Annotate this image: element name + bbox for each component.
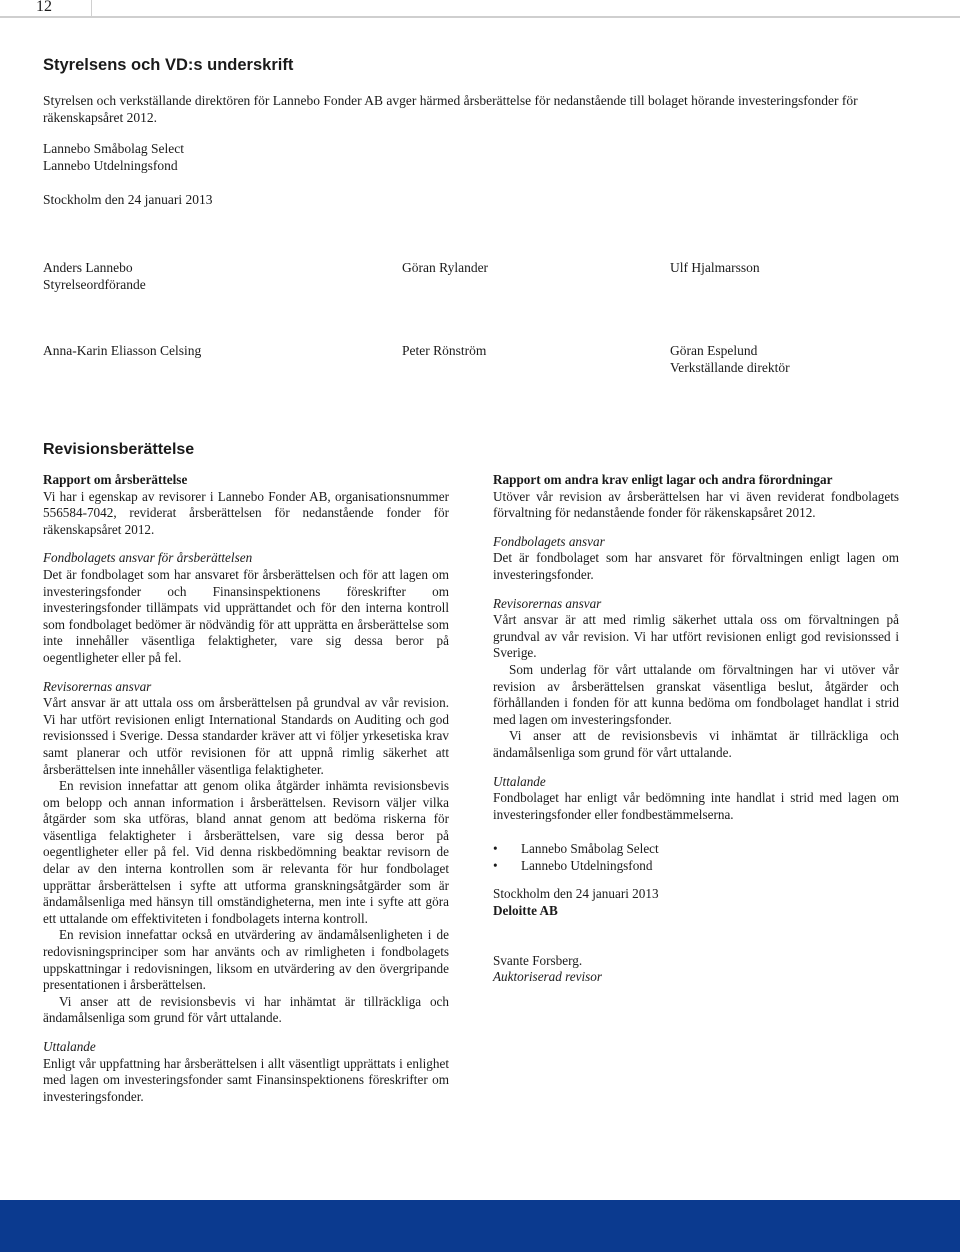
statement-text: Enligt vår uppfattning har årsberättelsen i allt väsentligt upprättats i enlighet med lagen om investeringsfonder samt Finansinspektionens föreskrifter om investeringsfonder.: [43, 1055, 449, 1104]
signature-name: Anna-Karin Eliasson Celsing: [43, 343, 202, 358]
auditor-title: Auktoriserad revisor: [493, 969, 603, 985]
statement-text: Fondbolaget har enligt vår bedömning inte handlat i strid med lagen om investeringsfonder eller fondbestämmelserna.: [493, 790, 899, 822]
header-rule: [0, 16, 960, 18]
statement-heading: Uttalande: [493, 773, 546, 789]
audit-left-column: [43, 472, 449, 1105]
signature-name: Ulf Hjalmarsson: [670, 260, 760, 275]
audit-right-column: [493, 472, 899, 986]
list-item: • Lannebo Utdelningsfond: [493, 857, 653, 873]
bullet-icon: •: [493, 841, 498, 857]
signature-block: [402, 342, 486, 359]
page-number: 12: [0, 0, 92, 16]
other-requirements-heading: Rapport om andra krav enligt lagar och andra förordningar: [493, 472, 833, 487]
auditor-responsibility-paragraph: Som underlag för vårt uttalande om förvaltningen har vi utöver vår revision av årsberättelsen granskat väsentliga beslut, åtgärder och förhållanden i fonden för att kunna bedöma om fondbolaget handlat i strid med lagen om investeringsfonder.: [493, 661, 899, 727]
statement-heading: Uttalande: [43, 1039, 96, 1054]
signature-block: [43, 342, 201, 359]
auditor-responsibility-paragraph: Vi anser att de revisionsbevis vi har inhämtat är tillräckliga och ändamålsenliga som grund för vårt uttalande.: [43, 993, 449, 1026]
auditor-responsibility-paragraph: Vi anser att de revisionsbevis vi inhämtat är tillräckliga och ändamålsenliga som grund för vårt uttalande.: [493, 728, 899, 760]
fund-responsibility-heading: Fondbolagets ansvar för årsberättelsen: [43, 550, 253, 566]
auditor-place-date: Stockholm den 24 januari 2013: [493, 886, 659, 902]
auditor-responsibility-heading: Revisorernas ansvar: [493, 595, 602, 611]
audit-firm: Deloitte AB: [493, 903, 558, 919]
audited-fund-list: [493, 841, 899, 874]
signature-name: Göran Rylander: [402, 260, 489, 275]
board-fund-list: [43, 140, 184, 174]
auditor-responsibility-paragraph: Vårt ansvar är att uttala oss om årsberättelsen på grundval av vår revision. Vi har utfört revisionen enligt International Standards on Auditing och god revisionssed i Sverige. Dessa standarder kräver att vi följer yrkesetiska krav samt planerar och utför revisionen för att uppnå rimlig säkerhet att årsberättelsen inte innehåller väsentliga felaktigheter.: [43, 695, 449, 777]
auditor-responsibility-paragraph: En revision innefattar att genom olika åtgärder inhämta revisionsbevis om belopp och annan information i årsberättelsen. Revisorn väljer vilka åtgärder som ska utföras, bland annat genom att bedöma riskerna för väsentliga felaktigheter i årsberättelsen, vare sig dessa beror på oegentligheter eller på fel. Vid denna riskbedömning beaktar revisorn de delar av den interna kontrollen som är relevanta för hur fondbolaget upprättar årsberättelsen i syfte att utforma granskningsåtgärder som är ändamålsenliga med hänsyn till omständigheterna, men inte i syfte att göra ett uttalande om effektiviteten i fondbolagets interna kontroll.: [43, 778, 449, 926]
fund-item: Lannebo Utdelningsfond: [43, 158, 178, 173]
report-heading: Rapport om årsberättelse: [43, 472, 188, 487]
board-signature-title: Styrelsens och VD:s underskrift: [43, 56, 294, 74]
signature-role: Styrelseordförande: [43, 277, 146, 292]
bullet-icon: •: [493, 857, 498, 873]
signature-block: [43, 259, 146, 293]
auditor-responsibility-paragraph: En revision innefattar också en utvärdering av ändamålsenligheten i de redovisningsprinciper som har använts och av rimligheten i fondbolagets uppskattningar i redovisningen, liksom en utvärdering av den övergripande presentationen i årsberättelsen.: [43, 927, 449, 993]
signature-block: [670, 342, 790, 376]
board-intro-text: Styrelsen och verkställande direktören för Lannebo Fonder AB avger härmed årsberättelse för nedanstående till bolaget hörande investeringsfonder för räkenskapsåret 2012.: [43, 93, 858, 125]
auditor-name: Svante Forsberg.: [493, 952, 583, 968]
signature-name: Peter Rönström: [402, 343, 487, 358]
board-place-date: Stockholm den 24 januari 2013: [43, 192, 213, 207]
footer-band: [0, 1200, 960, 1252]
signature-name: Göran Espelund: [670, 343, 758, 358]
signature-block: [670, 259, 760, 276]
auditor-responsibility-paragraph: Vårt ansvar är att med rimlig säkerhet uttala oss om förvaltningen på grundval av vår revision. Vi har utfört revisionen enligt god revisionssed i Sverige.: [493, 612, 899, 661]
fund-responsibility-text: Det är fondbolaget som har ansvaret för årsberättelsen och för att lagen om investeringsfonder och Finansinspektionens föreskrifter om investeringsfonder tillämpats vid upprättandet och för den interna kontroll som fondbolaget bedömer är nödvändig för att upprätta en årsberättelse som inte innehåller väsentliga felaktigheter, vare sig dessa beror på oegentligheter eller på fel.: [43, 566, 449, 665]
report-text: Vi har i egenskap av revisorer i Lannebo Fonder AB, organisationsnummer 556584-7042, reviderat årsberättelsen för nedanstående fonder för räkenskapsåret 2012.: [43, 488, 449, 537]
fund-responsibility-heading: Fondbolagets ansvar: [493, 533, 605, 549]
auditor-responsibility-heading: Revisorernas ansvar: [43, 678, 152, 694]
list-item: • Lannebo Småbolag Select: [493, 841, 659, 857]
signature-block: [402, 259, 488, 276]
fund-responsibility-text: Det är fondbolaget som har ansvaret för förvaltningen enligt lagen om investeringsfonder.: [493, 550, 899, 582]
other-requirements-text: Utöver vår revision av årsberättelsen har vi även reviderat fondbolagets förvaltning för nedanstående fonder för räkenskapsåret 2012.: [493, 488, 899, 521]
signature-name: Anders Lannebo: [43, 260, 133, 275]
fund-item: Lannebo Småbolag Select: [43, 141, 184, 156]
audit-report-title: Revisionsberättelse: [43, 441, 195, 458]
signature-role: Verkställande direktör: [670, 360, 790, 375]
